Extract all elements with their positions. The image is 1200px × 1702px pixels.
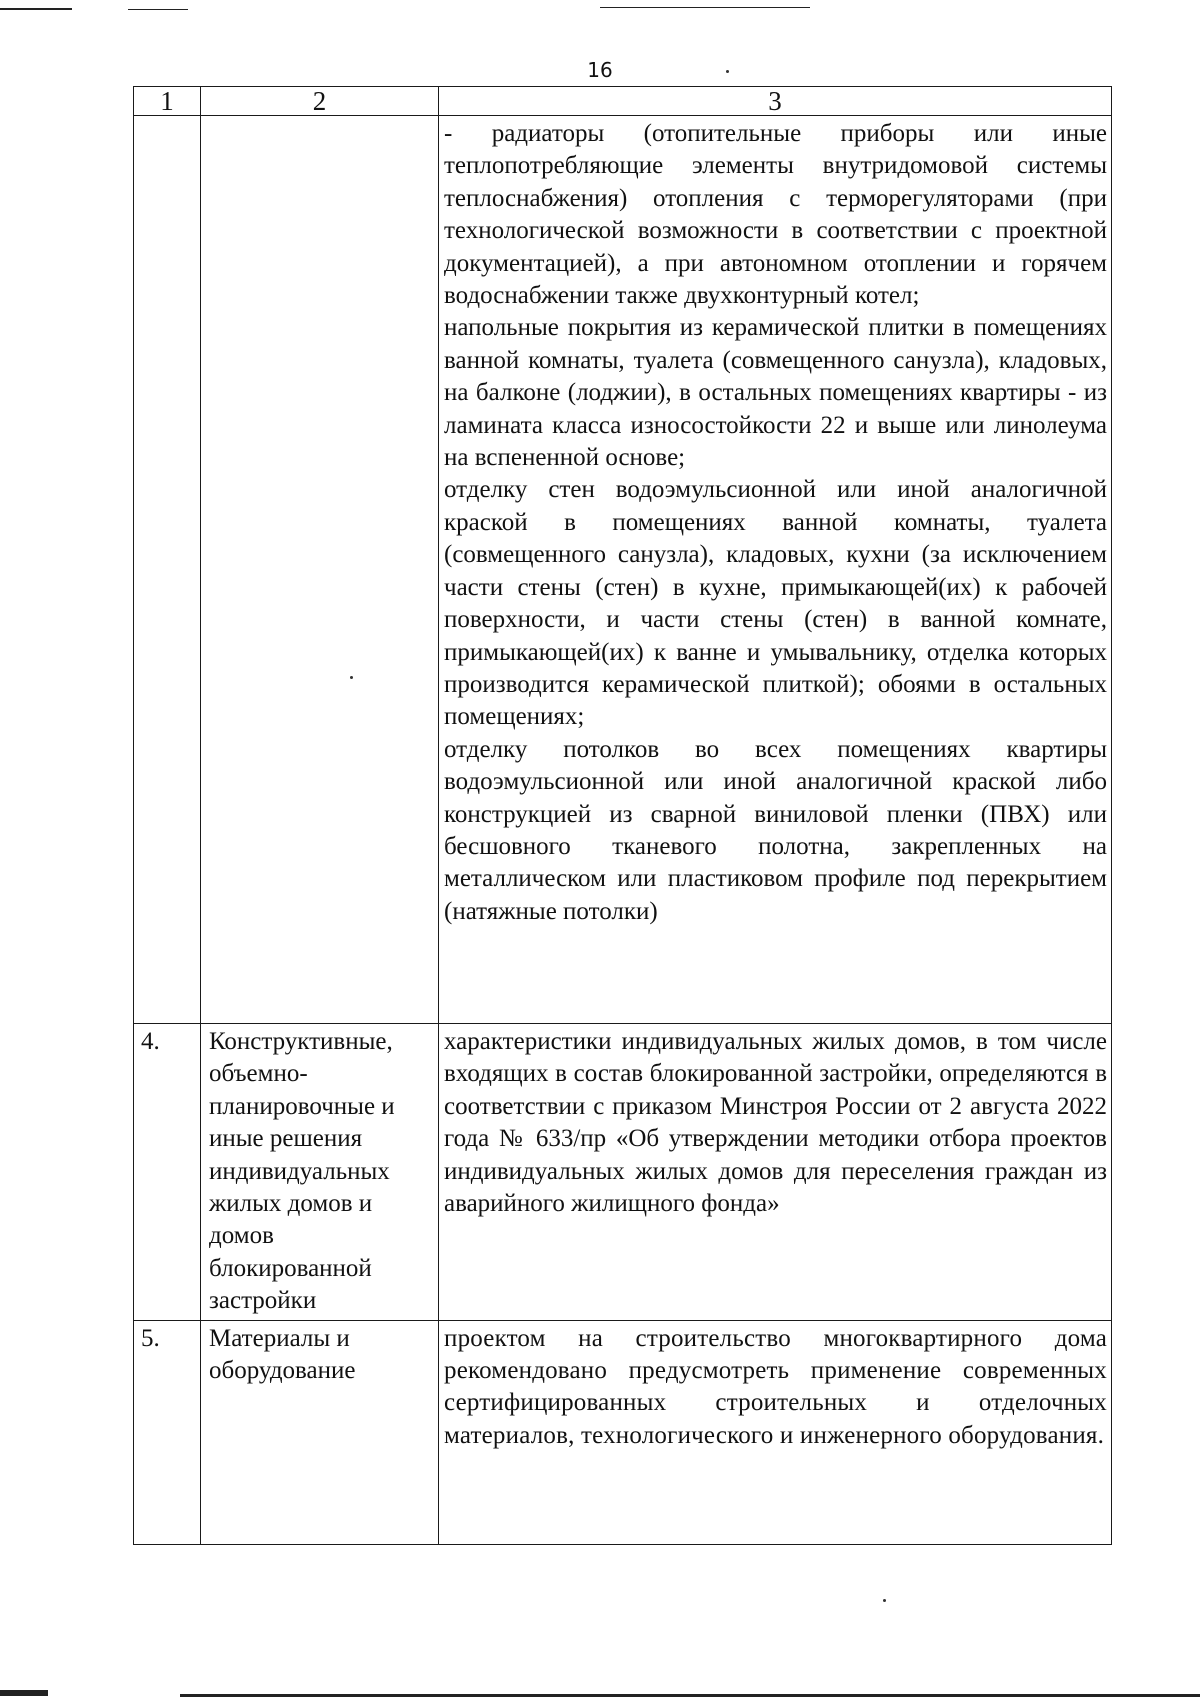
description-paragraph: напольные покрытия из керамической плитки в помещениях ванной комнаты, туалета (совмещенного санузла), кладовых, на балконе (лоджии), в остальных помещениях квартиры - из ламината класса износостойкости 22 и выше или линолеума на вспененной основе; xyxy=(444,314,1107,472)
header-col-1: 1 xyxy=(134,87,201,116)
description-paragraph: проектом на строительство многоквартирного дома рекомендовано предусмотреть применение современных сертифицированных строительных и отделочных материалов, технологического и инженерного оборудования. xyxy=(444,1324,1107,1449)
page-number: 16 xyxy=(587,58,613,82)
row-number: 4. xyxy=(134,1024,201,1321)
scan-artifact-bottom-left xyxy=(0,1690,48,1696)
row-description xyxy=(439,1024,1112,1321)
scan-speck xyxy=(883,1599,886,1602)
description-paragraph: отделку стен водоэмульсионной или иной аналогичной краской в помещениях ванной комнаты, туалета (совмещенного санузла), кладовых, кухни (за исключением части стены (стен) в кухне, примыкающей(их) к рабочей поверхности, и части стены (стен) в ванной комнате, примыкающей(их) к ванне и умывальнику, отделка которых производится керамической плиткой); обоями в остальных помещениях; xyxy=(444,476,1107,731)
row-title: Материалы и оборудование xyxy=(201,1320,439,1544)
description-paragraph: - радиаторы (отопительные приборы или иные теплопотребляющие элементы внутридомовой системы теплоснабжения) отопления с терморегуляторами (при технологической возможности в соответствии с проектной документацией), а при автономном отоплении и горячем водоснабжении также двухконтурный котел; xyxy=(444,120,1107,310)
header-col-3: 3 xyxy=(439,87,1112,116)
scan-artifact-top-right xyxy=(600,7,810,8)
requirements-table xyxy=(133,86,1112,1545)
table-row xyxy=(134,1320,1112,1544)
header-col-2: 2 xyxy=(201,87,439,116)
row-description xyxy=(439,1320,1112,1544)
table-row xyxy=(134,116,1112,1024)
table-row xyxy=(134,1024,1112,1321)
description-paragraph: отделку потолков во всех помещениях квартиры водоэмульсионной или иной аналогичной краской либо конструкцией из сварной виниловой пленки (ПВХ) или бесшовного тканевого полотна, закрепленных на металлическом или пластиковом профиле под перекрытием (натяжные потолки) xyxy=(444,735,1107,925)
row-description xyxy=(439,116,1112,1024)
row-title: Конструктивные, объемно-планировочные и иные решения индивидуальных жилых домов и домов блокированной застройки xyxy=(201,1024,439,1321)
description-paragraph: характеристики индивидуальных жилых домов, в том числе входящих в состав блокированной застройки, определяются в соответствии с приказом Минстроя России от 2 августа 2022 года № 633/пр «Об утверждении методики отбора проектов индивидуальных жилых домов для переселения граждан из аварийного жилищного фонда» xyxy=(444,1028,1107,1218)
row-number: 5. xyxy=(134,1320,201,1544)
table-header-row xyxy=(134,87,1112,116)
scan-artifact-top-left xyxy=(0,8,72,10)
scan-artifact-bottom-edge xyxy=(180,1694,1200,1697)
row-number xyxy=(134,116,201,1024)
row-title xyxy=(201,116,439,1024)
scan-artifact-top-center xyxy=(128,9,188,10)
